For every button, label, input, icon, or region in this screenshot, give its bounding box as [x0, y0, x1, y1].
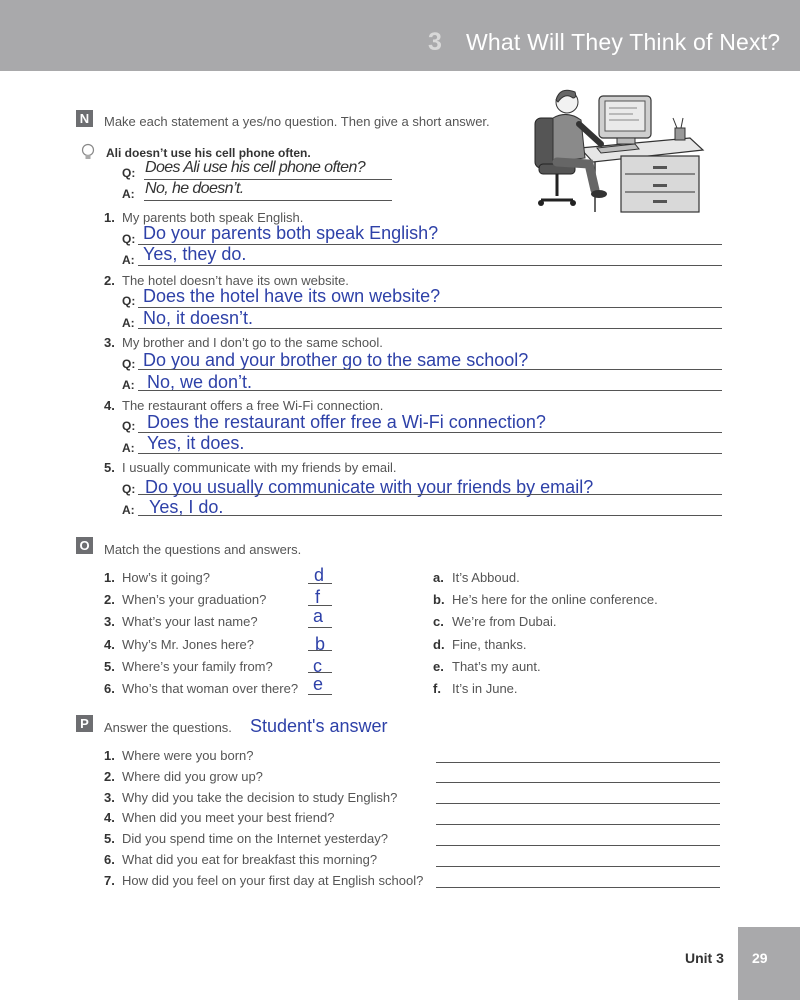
n-item-2-a-label: A:	[122, 316, 135, 330]
p-answer-1-line	[436, 762, 720, 763]
p-answer-6-line	[436, 866, 720, 867]
p-question-4-number: 4.	[104, 810, 115, 825]
p-question-3-number: 3.	[104, 790, 115, 805]
o-option-e-letter: e.	[433, 659, 444, 674]
p-question-1-number: 1.	[104, 748, 115, 763]
o-question-6-text: Who’s that woman over there?	[122, 681, 299, 696]
section-n-instruction: Make each statement a yes/no question. Then give a short answer.	[104, 114, 490, 129]
o-answer-2: f	[315, 587, 321, 607]
o-question-5-text: Where’s your family from?	[122, 659, 273, 674]
n-item-5-statement: I usually communicate with my friends by email.	[122, 460, 397, 475]
n-item-4-answer: Yes, it does.	[147, 433, 245, 453]
p-answer-5-line	[436, 845, 720, 846]
o-option-e-text: That’s my aunt.	[452, 659, 541, 674]
n-item-2-q-label: Q:	[122, 294, 136, 308]
n-item-1-statement: My parents both speak English.	[122, 210, 304, 225]
n-item-5-number: 5.	[104, 460, 115, 475]
n-item-4-question: Does the restaurant offer free a Wi-Fi connection?	[147, 412, 546, 432]
p-question-6-text: What did you eat for breakfast this morning?	[122, 852, 378, 867]
n-item-2-statement: The hotel doesn’t have its own website.	[122, 273, 349, 288]
o-option-f-letter: f.	[433, 681, 441, 696]
p-question-6-number: 6.	[104, 852, 115, 867]
section-o-instruction: Match the questions and answers.	[104, 542, 302, 557]
n-item-5-question: Do you usually communicate with your friends by email?	[145, 477, 594, 497]
o-question-3-text: What’s your last name?	[122, 614, 258, 629]
p-question-7-text: How did you feel on your first day at English school?	[122, 873, 424, 888]
n-item-3-statement: My brother and I don’t go to the same school.	[122, 335, 383, 350]
p-answer-3-line	[436, 803, 720, 804]
section-p-instruction: Answer the questions.	[104, 720, 232, 735]
n-item-1-a-label: A:	[122, 253, 135, 267]
n-item-2-question: Does the hotel have its own website?	[143, 286, 441, 306]
n-item-3-question: Do you and your brother go to the same school?	[143, 350, 529, 370]
p-question-5-number: 5.	[104, 831, 115, 846]
p-question-2-number: 2.	[104, 769, 115, 784]
o-question-4-text: Why’s Mr. Jones here?	[122, 637, 254, 652]
p-answer-2-line	[436, 782, 720, 783]
o-option-a-letter: a.	[433, 570, 444, 585]
o-answer-4-line	[308, 650, 332, 651]
n-item-4-a-label: A:	[122, 441, 135, 455]
n-item-3-a-label: A:	[122, 378, 135, 392]
o-option-b-text: He’s here for the online conference.	[452, 592, 658, 607]
n-item-1-question: Do your parents both speak English?	[143, 223, 439, 243]
n-item-1-number: 1.	[104, 210, 115, 225]
n-item-3-answer: No, we don’t.	[147, 372, 253, 392]
o-question-2-number: 2.	[104, 592, 115, 607]
example-answer-line	[144, 200, 392, 201]
o-answer-1: d	[314, 565, 325, 585]
page-title: What Will They Think of Next?	[466, 29, 781, 55]
o-option-d-letter: d.	[433, 637, 445, 652]
example-question: Does Ali use his cell phone often?	[145, 159, 366, 176]
o-answer-3-line	[308, 627, 332, 628]
p-question-7-number: 7.	[104, 873, 115, 888]
o-option-c-text: We’re from Dubai.	[452, 614, 557, 629]
o-answer-4: b	[315, 634, 326, 654]
n-item-3-q-label: Q:	[122, 357, 136, 371]
n-item-5-q-label: Q:	[122, 482, 136, 496]
o-answer-3: a	[313, 606, 324, 626]
p-question-4-text: When did you meet your best friend?	[122, 810, 335, 825]
o-answer-6-line	[308, 694, 332, 695]
page-number: 29	[752, 950, 768, 966]
o-question-6-number: 6.	[104, 681, 115, 696]
o-answer-5-line	[308, 672, 332, 673]
o-option-d-text: Fine, thanks.	[452, 637, 527, 652]
o-question-2-text: When’s your graduation?	[122, 592, 267, 607]
n-item-5-a-label: A:	[122, 503, 135, 517]
p-answer-7-line	[436, 887, 720, 888]
o-question-4-number: 4.	[104, 637, 115, 652]
example-statement: Ali doesn’t use his cell phone often.	[106, 146, 311, 160]
student-answer-note: Student's answer	[250, 716, 388, 736]
n-item-1-q-label: Q:	[122, 232, 136, 246]
n-item-1-answer: Yes, they do.	[143, 244, 247, 264]
o-question-1-number: 1.	[104, 570, 115, 585]
boy-at-computer-illustration	[525, 78, 705, 218]
o-option-f-text: It’s in June.	[452, 681, 518, 696]
n-item-4-number: 4.	[104, 398, 115, 413]
o-option-b-letter: b.	[433, 592, 445, 607]
p-question-1-text: Where were you born?	[122, 748, 254, 763]
n-item-4-q-label: Q:	[122, 419, 136, 433]
n-item-5-question-line	[138, 494, 722, 495]
p-question-5-text: Did you spend time on the Internet yesterday?	[122, 831, 388, 846]
o-question-3-number: 3.	[104, 614, 115, 629]
n-item-2-answer-line	[138, 328, 722, 329]
n-item-4-statement: The restaurant offers a free Wi-Fi connection.	[122, 398, 384, 413]
n-item-3-answer-line	[138, 390, 722, 391]
n-item-3-number: 3.	[104, 335, 115, 350]
example-q-label: Q:	[122, 166, 136, 180]
n-item-3-question-line	[138, 369, 722, 370]
p-answer-4-line	[436, 824, 720, 825]
section-o-badge: O	[76, 537, 93, 554]
n-item-1-answer-line	[138, 265, 722, 266]
o-answer-5: c	[313, 656, 322, 676]
section-p-badge: P	[76, 715, 93, 732]
o-question-5-number: 5.	[104, 659, 115, 674]
o-option-a-text: It’s Abboud.	[452, 570, 520, 585]
o-answer-6: e	[313, 674, 324, 694]
n-item-5-answer-line	[138, 515, 722, 516]
o-question-1-text: How’s it going?	[122, 570, 210, 585]
lightbulb-icon	[80, 143, 96, 161]
example-a-label: A:	[122, 187, 135, 201]
section-n-badge: N	[76, 110, 93, 127]
n-item-2-number: 2.	[104, 273, 115, 288]
p-question-3-text: Why did you take the decision to study English?	[122, 790, 398, 805]
page-number-box	[738, 927, 800, 1000]
o-answer-1-line	[308, 583, 332, 584]
footer-unit-label: Unit 3	[685, 950, 724, 966]
unit-number: 3	[428, 28, 442, 56]
o-option-c-letter: c.	[433, 614, 444, 629]
n-item-5-answer: Yes, I do.	[149, 497, 224, 517]
p-question-2-text: Where did you grow up?	[122, 769, 263, 784]
n-item-4-answer-line	[138, 453, 722, 454]
example-answer: No, he doesn’t.	[145, 180, 244, 197]
n-item-2-answer: No, it doesn’t.	[143, 308, 254, 328]
